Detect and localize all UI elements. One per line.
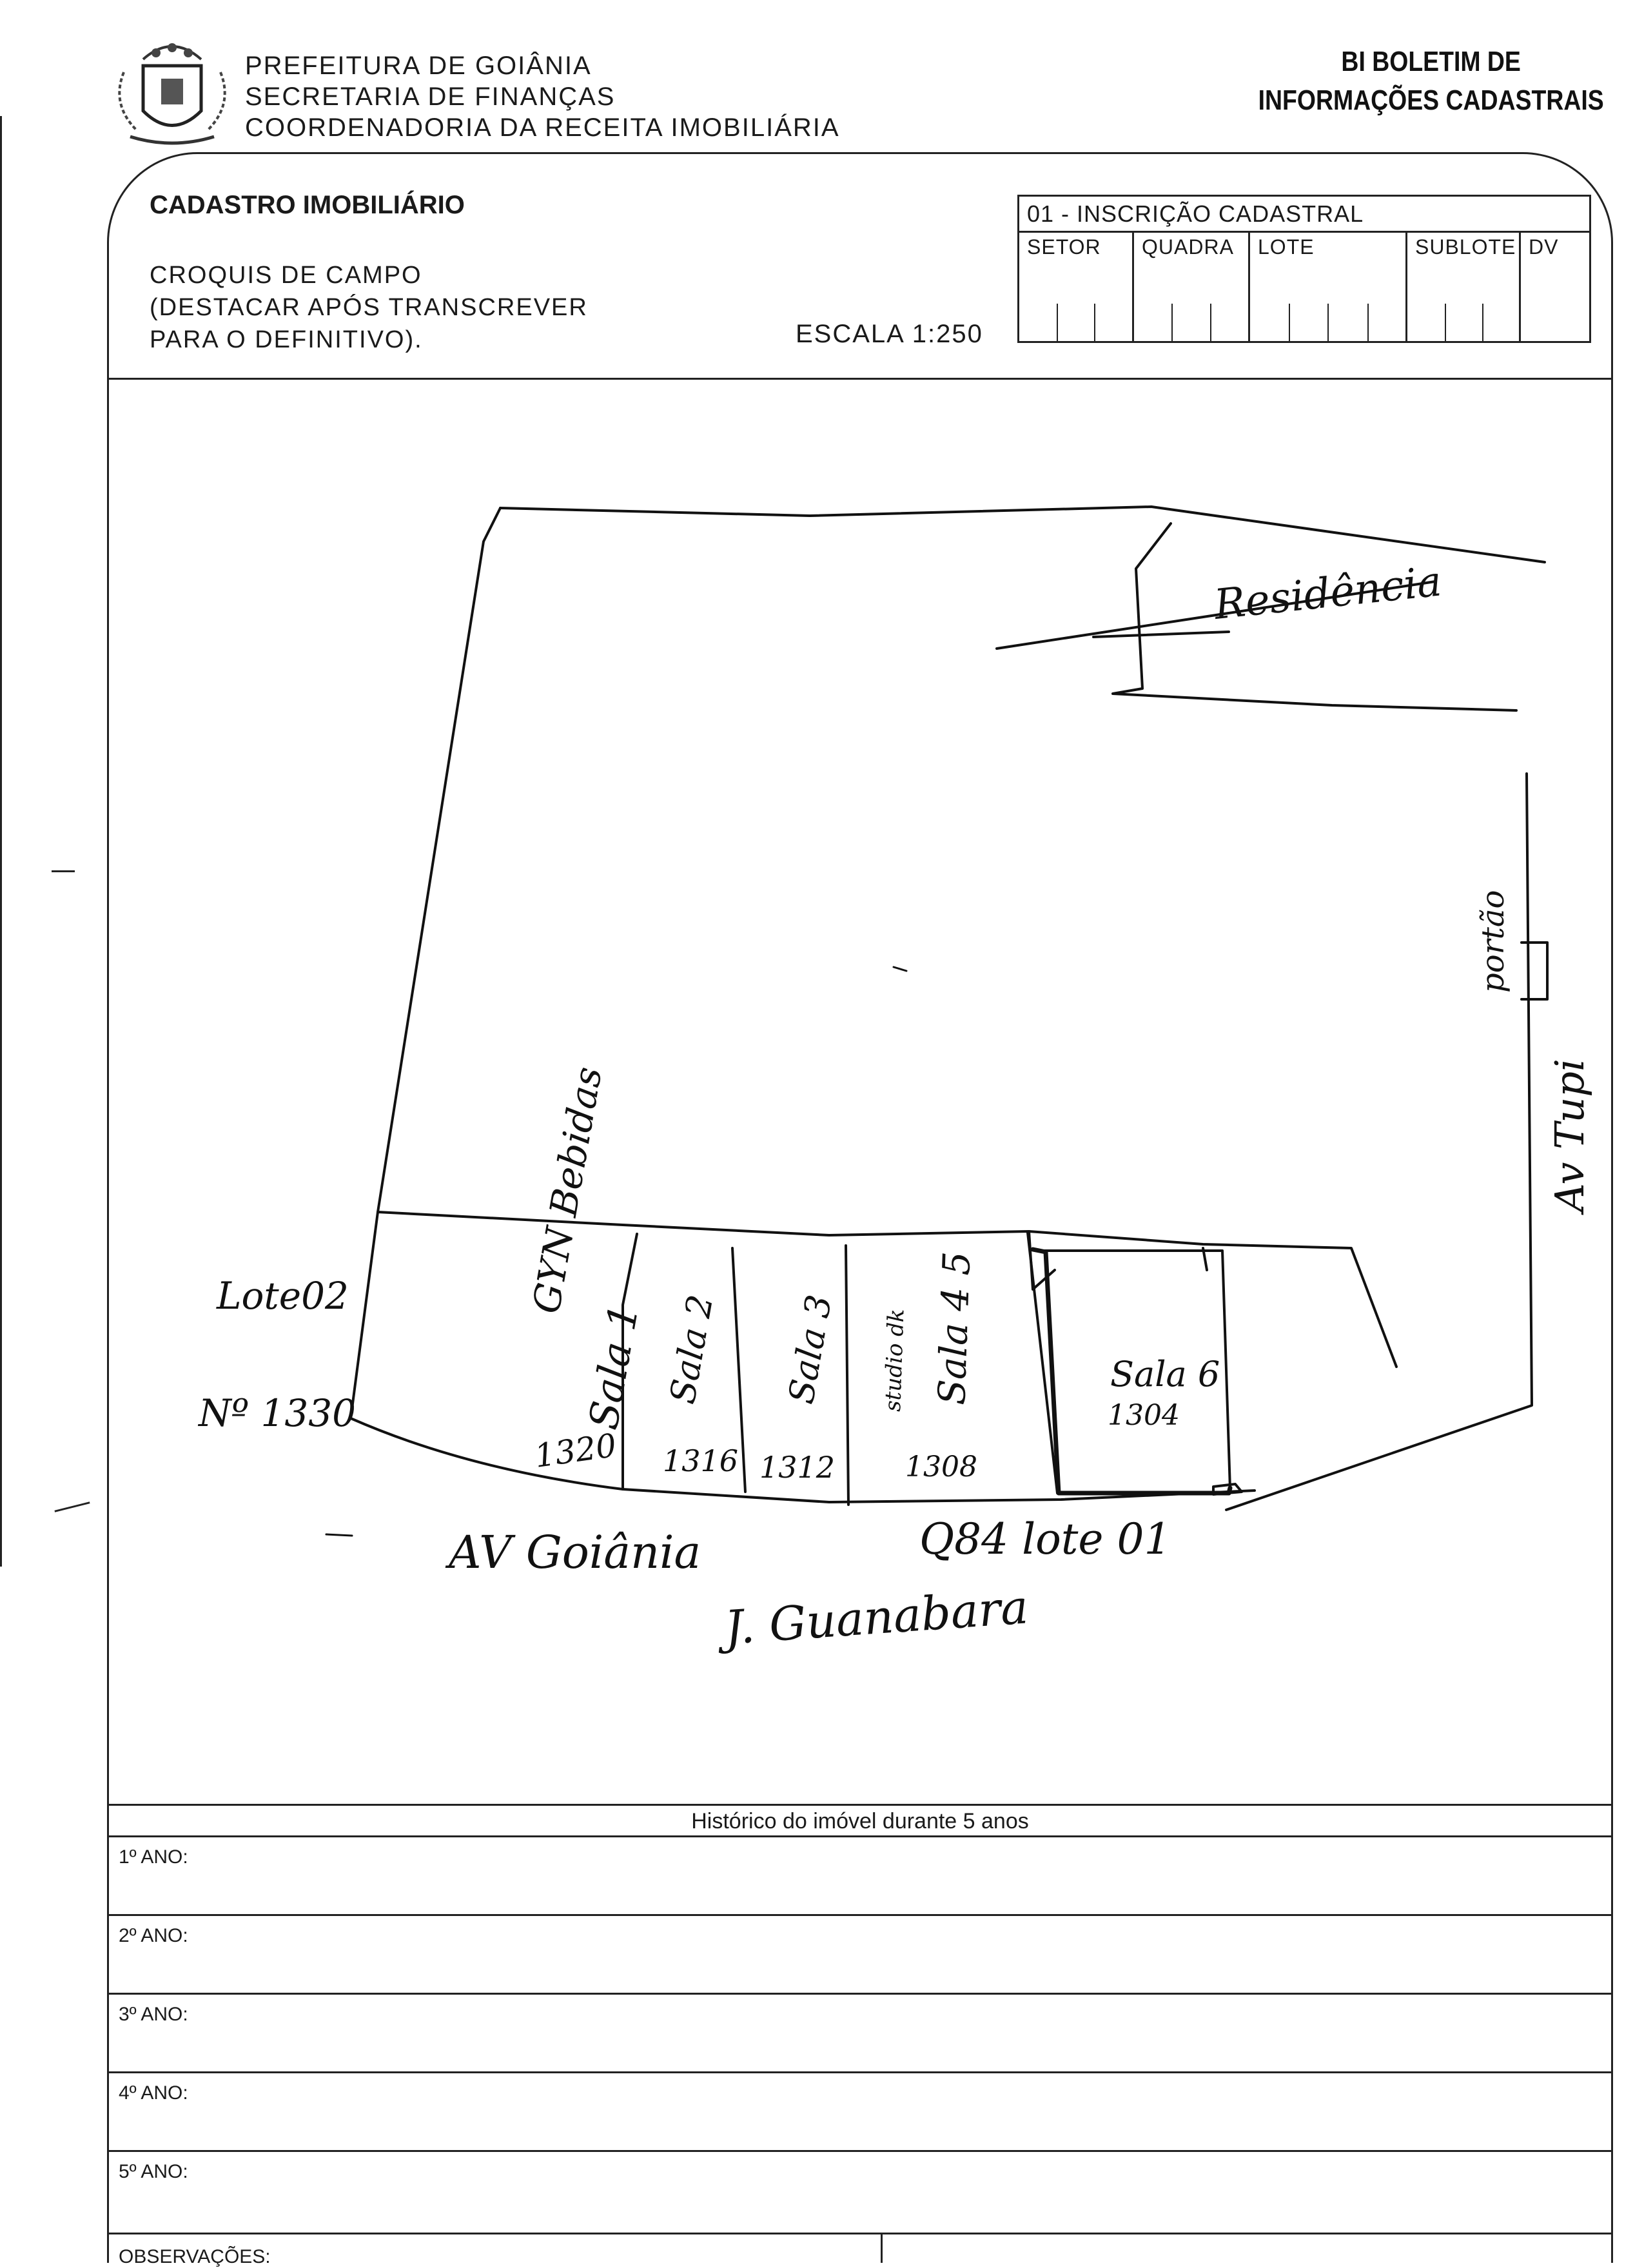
- year-2-label: 2º ANO:: [119, 1925, 188, 1946]
- sala6-label: Sala 6: [1110, 1354, 1220, 1394]
- gate-outline: [1522, 943, 1547, 999]
- dv-label: DV: [1529, 235, 1559, 259]
- observations-divider: [881, 2234, 883, 2263]
- year-2-row[interactable]: [107, 1916, 1613, 1995]
- year-4-row[interactable]: [107, 2073, 1613, 2152]
- bulletin-title: [1258, 43, 1604, 120]
- quadra-lote-label: Q84 lote 01: [919, 1514, 1171, 1564]
- bulletin-line-1: BI BOLETIM DE: [1341, 46, 1522, 77]
- sala1-extra-label: GYN Bebidas: [524, 1063, 611, 1317]
- lote-field[interactable]: [1250, 233, 1407, 341]
- gate-label: portão: [1475, 890, 1511, 993]
- header-divider: [107, 378, 1613, 380]
- inscricao-title: 01 - INSCRIÇÃO CADASTRAL: [1019, 197, 1589, 233]
- sala3-number: 1312: [759, 1450, 836, 1485]
- year-4-label: 4º ANO:: [119, 2082, 188, 2104]
- sala6-number: 1304: [1108, 1399, 1180, 1432]
- croquis-instructions: [150, 259, 588, 356]
- year-3-label: 3º ANO:: [119, 2004, 188, 2025]
- year-3-row[interactable]: [107, 1995, 1613, 2073]
- studio-label: studio dk: [880, 1308, 910, 1413]
- sublote-label: SUBLOTE: [1415, 235, 1516, 259]
- sala1-number: 1320: [532, 1426, 619, 1475]
- org-line-1: PREFEITURA DE GOIÂNIA: [245, 52, 592, 80]
- year-1-label: 1º ANO:: [119, 1846, 188, 1868]
- city-crest-icon: [111, 34, 233, 150]
- page-edge-line: [0, 116, 2, 1567]
- bulletin-line-2: INFORMAÇÕES CADASTRAIS: [1258, 84, 1604, 116]
- setor-field[interactable]: [1019, 233, 1134, 341]
- lot-number-label: Nº 1330: [199, 1391, 357, 1435]
- av-goiania-label: AV Goiânia: [449, 1526, 701, 1579]
- sala45-label: Sala 4 5: [930, 1251, 979, 1406]
- inscricao-cadastral-box: [1017, 195, 1591, 343]
- av-tupi-label: Av Tupi: [1546, 1059, 1593, 1212]
- croquis-line-2: (DESTACAR APÓS TRANSCREVER: [150, 294, 588, 321]
- field-sketch: [107, 380, 1613, 1799]
- scale-label: ESCALA 1:250: [796, 320, 983, 348]
- sala2-label: Sala 2: [661, 1291, 721, 1407]
- bairro-label: J. Guanabara: [723, 1579, 1030, 1655]
- setor-label: SETOR: [1027, 235, 1101, 259]
- history-title: Histórico do imóvel durante 5 anos: [107, 1804, 1613, 1837]
- year-5-row[interactable]: [107, 2152, 1613, 2234]
- organization-name: [245, 50, 840, 143]
- sublote-field[interactable]: [1407, 233, 1521, 341]
- year-5-label: 5º ANO:: [119, 2161, 188, 2182]
- lot-outline: [500, 507, 1545, 562]
- lote02-label: Lote02: [217, 1274, 349, 1318]
- sala2-number: 1316: [663, 1443, 739, 1478]
- org-line-3: COORDENADORIA DA RECEITA IMOBILIÁRIA: [245, 113, 840, 142]
- quadra-label: QUADRA: [1142, 235, 1234, 259]
- lote-label: LOTE: [1258, 235, 1315, 259]
- section-title: CADASTRO IMOBILIÁRIO: [150, 191, 465, 219]
- org-line-2: SECRETARIA DE FINANÇAS: [245, 83, 616, 111]
- dv-field[interactable]: [1521, 233, 1589, 341]
- croquis-line-3: PARA O DEFINITIVO).: [150, 326, 423, 353]
- year-1-row[interactable]: [107, 1837, 1613, 1916]
- observations-row[interactable]: [107, 2234, 1613, 2267]
- sala45-number: 1308: [905, 1451, 977, 1483]
- margin-mark: [52, 870, 75, 872]
- sala3-label: Sala 3: [780, 1291, 840, 1407]
- margin-mark: [54, 1501, 90, 1512]
- residence-label: Residência: [1211, 558, 1444, 629]
- sala1-label: Sala 1: [579, 1300, 648, 1433]
- observations-label: OBSERVAÇÕES:: [119, 2246, 271, 2267]
- croquis-line-1: CROQUIS DE CAMPO: [150, 262, 422, 289]
- quadra-field[interactable]: [1134, 233, 1250, 341]
